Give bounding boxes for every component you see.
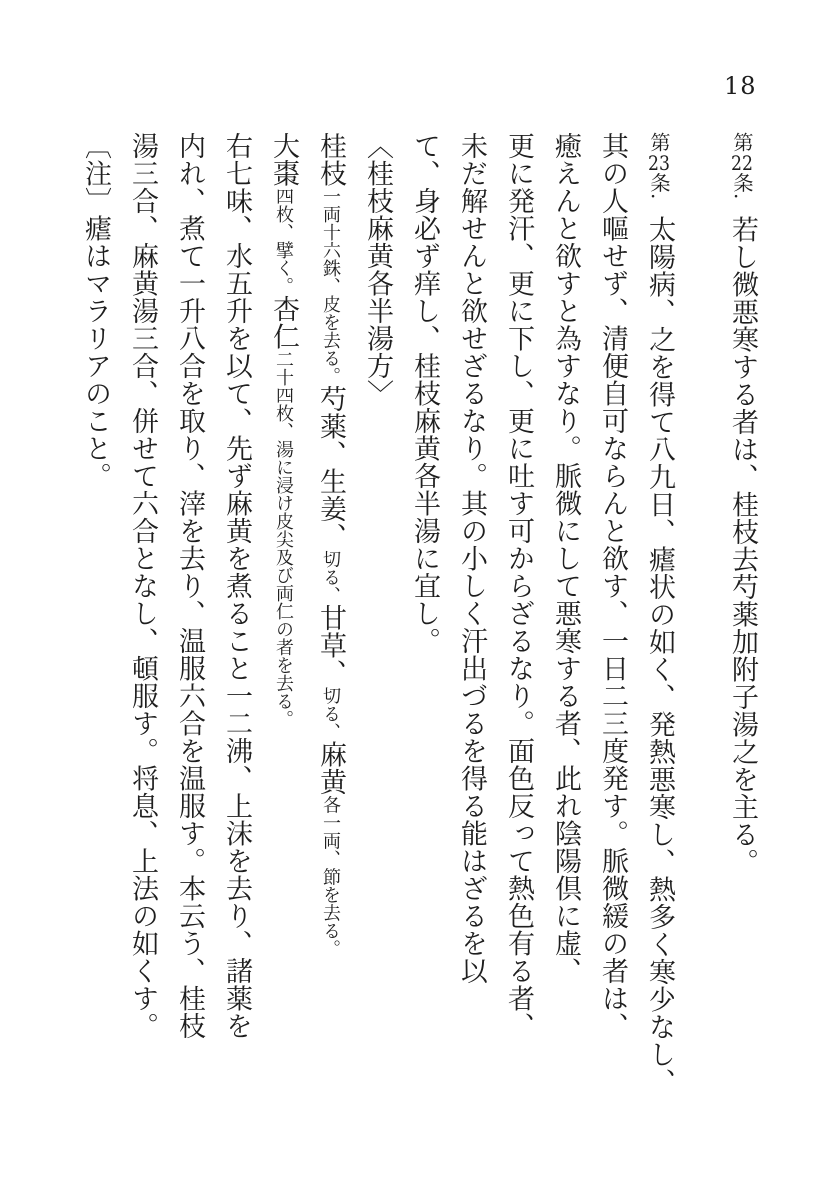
article-23-line [646, 132, 673, 1180]
article-22-line-seg-2: 条. [730, 172, 754, 200]
ingredients-line-2-seg-3: 二十四枚、湯に浸け皮尖及び両仁の者を去る。 [273, 350, 294, 728]
ingredients-line-1 [317, 132, 344, 1180]
ingredients-line-1-seg-7: 各一両、節を去る。 [320, 795, 341, 958]
article-23-continuation-3 [505, 132, 532, 1180]
article-23-continuation-2 [552, 132, 579, 1180]
note-line [82, 132, 109, 1180]
ingredients-line-1-seg-2: 芍薬、生姜、 [315, 385, 346, 550]
ingredients-line-1-seg-3: 切る、 [320, 550, 341, 604]
article-22-line-seg-0: 第 [730, 132, 754, 153]
article-22-line-seg-1: 22 [731, 152, 753, 173]
preparation-line-2-seg-0: 内れ、煮て一升八合を取り、滓を去り、温服六合を温服す。本云う、桂枝 [174, 132, 205, 1040]
article-23-continuation-3-seg-0: 更に発汗、更に下し、更に吐す可からざるなり。面色反って熱色有る者、 [503, 132, 534, 1040]
article-23-continuation-5 [411, 132, 438, 1180]
formula-title-line [364, 132, 391, 1180]
article-23-continuation-4-seg-0: 未だ解せんと欲せざるなり。其の小しく汗出づるを得る能はざるを以 [456, 132, 487, 985]
ingredients-line-1-seg-0: 桂枝 [315, 132, 346, 187]
preparation-line-1 [223, 132, 250, 1180]
article-23-continuation-1-seg-0: 其の人嘔せず、清便自可ならんと欲す、一日二三度発す。脈微緩の者は、 [597, 132, 628, 1040]
ingredients-line-2-seg-0: 大棗 [268, 132, 299, 187]
article-22-line-article-number-heading [727, 132, 758, 200]
preparation-line-3-seg-0: 湯三合、麻黄湯三合、併せて六合となし、頓服す。将息、上法の如くす。 [127, 132, 158, 1040]
article-23-line-seg-1: 23 [648, 152, 670, 173]
article-23-line-article-number-heading [644, 132, 675, 200]
note-line-seg-0: 〔注〕瘧はマラリアのこと。 [80, 132, 111, 490]
article-23-line-seg-0: 第 [647, 132, 671, 153]
preparation-line-1-seg-0: 右七味、水五升を以て、先ず麻黄を煮ること一二沸、上沫を去り、諸薬を [221, 132, 252, 1040]
article-22-line-seg-3: 若し微悪寒する者は、桂枝去芍薬加附子湯之を主る。 [727, 215, 758, 876]
article-23-continuation-2-seg-0: 癒えんと欲すと為すなり。脈微にして悪寒する者、此れ陰陽倶に虚、 [550, 132, 581, 985]
article-23-continuation-5-seg-0: て、身必ず痒し、桂枝麻黄各半湯に宜し。 [409, 132, 440, 655]
page-number: 18 [724, 72, 757, 100]
ingredients-line-1-seg-4: 甘草、 [315, 604, 346, 687]
preparation-line-3 [129, 132, 156, 1180]
formula-title-line-seg-0: 〈桂枝麻黄各半湯方〉 [362, 132, 393, 407]
ingredients-line-2-seg-2: 杏仁 [268, 295, 299, 350]
article-23-continuation-4 [458, 132, 485, 1180]
ingredients-line-1-seg-6: 麻黄 [315, 740, 346, 796]
article-22-line [729, 132, 756, 1180]
article-23-continuation-1 [599, 132, 626, 1180]
article-23-line-seg-2: 条. [647, 172, 671, 200]
ingredients-line-2 [270, 132, 297, 1180]
vertical-text-block [62, 132, 756, 1180]
article-23-line-seg-3: 太陽病、之を得て八九日、瘧状の如く、発熱悪寒し、熱多く寒少なし、 [644, 215, 675, 1096]
ingredients-line-2-seg-1: 四枚、擘く。 [273, 187, 294, 295]
ingredients-line-1-seg-5: 切る、 [320, 686, 341, 741]
ingredients-line-1-seg-1: 一両十六銖、皮を去る。 [320, 187, 341, 385]
preparation-line-2 [176, 132, 203, 1180]
